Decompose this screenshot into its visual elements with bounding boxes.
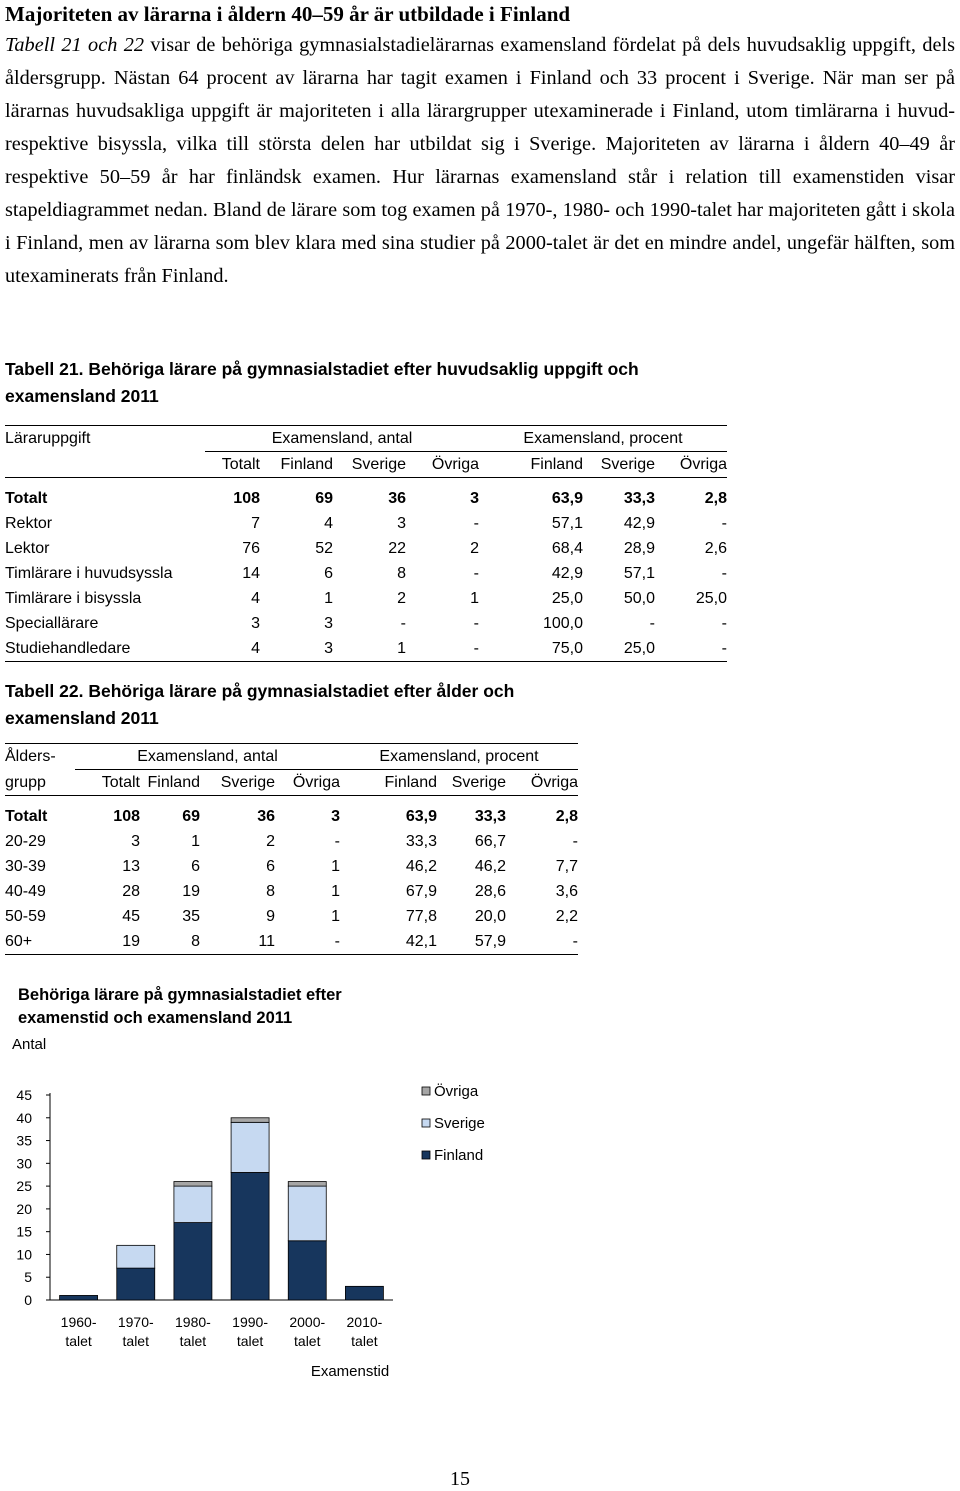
- table-cell: 3: [260, 636, 333, 662]
- table22-row-header: grupp: [5, 770, 75, 796]
- table-cell: 6: [324, 565, 333, 582]
- table22-col-header: Finland: [140, 770, 200, 796]
- table-cell: 33,3: [474, 808, 506, 825]
- table-row: [5, 561, 727, 586]
- table-cell: 108: [233, 490, 260, 507]
- y-tick-label: 30: [16, 1155, 32, 1172]
- table22-group-percent: Examensland, procent: [340, 744, 578, 770]
- bar-segment-finland: [117, 1268, 155, 1300]
- table-row: [5, 854, 578, 879]
- page-number: 15: [450, 1468, 470, 1490]
- table-cell: 19: [75, 929, 140, 955]
- table-cell: 36: [388, 490, 406, 507]
- chart-title: Behöriga lärare på gymnasialstadiet efter: [18, 986, 342, 1004]
- table-cell: 4: [324, 515, 333, 532]
- x-tick-label: 2000-: [289, 1314, 326, 1330]
- table-cell: 1: [333, 636, 406, 662]
- table-cell: 1: [331, 908, 340, 925]
- table21-col-header: Finland: [479, 452, 583, 478]
- y-axis-label: Antal: [12, 1036, 47, 1053]
- table21-header-row-1: [5, 426, 727, 452]
- legend-label: Finland: [434, 1147, 484, 1164]
- table-cell: 36: [257, 808, 275, 825]
- table-cell: 2: [266, 833, 275, 850]
- bar-segment-övriga: [288, 1182, 326, 1187]
- table-cell: 3: [324, 615, 333, 632]
- table-cell: -: [721, 615, 727, 632]
- table-cell: 3: [470, 490, 479, 507]
- table-cell: 63,9: [405, 808, 437, 825]
- table-cell: 2,6: [704, 540, 727, 557]
- table21-header-row-2: [5, 452, 727, 478]
- x-axis-label: Examenstid: [310, 1363, 390, 1380]
- stacked-bar-chart: [0, 975, 960, 1395]
- table-cell: 69: [182, 808, 200, 825]
- y-tick-label: 5: [24, 1269, 32, 1286]
- table-cell: 42,9: [623, 515, 655, 532]
- table-cell: 100,0: [542, 615, 583, 632]
- y-tick-label: 40: [16, 1109, 32, 1126]
- bar-segment-övriga: [174, 1182, 212, 1187]
- x-tick-label: 1960-: [60, 1314, 97, 1330]
- table-cell: -: [506, 929, 578, 955]
- bar-segment-finland: [174, 1223, 212, 1300]
- table21-col-header: Övriga: [406, 452, 479, 478]
- table-cell: 75,0: [479, 636, 583, 662]
- bar-segment-sverige: [117, 1245, 155, 1268]
- table-cell: 108: [113, 808, 140, 825]
- table-cell: -: [406, 636, 479, 662]
- table22-col-header: Sverige: [200, 770, 275, 796]
- table-cell: 13: [122, 858, 140, 875]
- table-cell: 77,8: [405, 908, 437, 925]
- table-row-label: Lektor: [5, 540, 50, 557]
- table22-row-header: Ålders-: [5, 744, 75, 770]
- table-cell: 1: [470, 590, 479, 607]
- y-tick-label: 15: [16, 1223, 32, 1240]
- legend-label: Sverige: [434, 1115, 485, 1132]
- table-cell: -: [400, 615, 406, 632]
- table-cell: 3: [397, 515, 406, 532]
- body-paragraph: [5, 29, 955, 293]
- table-row: [5, 611, 727, 636]
- table22-col-header: Totalt: [75, 770, 140, 796]
- chart-title: examenstid och examensland 2011: [18, 1009, 293, 1027]
- table-row: [5, 586, 727, 611]
- table-cell: 57,1: [623, 565, 655, 582]
- table-cell: 2: [397, 590, 406, 607]
- table-cell: 3: [331, 808, 340, 825]
- table-cell: 20,0: [474, 908, 506, 925]
- table-cell: 4: [205, 636, 260, 662]
- table-cell: 76: [242, 540, 260, 557]
- x-tick-label: talet: [351, 1333, 378, 1349]
- x-tick-label: 2010-: [346, 1314, 383, 1330]
- table-cell: 63,9: [551, 490, 583, 507]
- table-cell: 67,9: [405, 883, 437, 900]
- bar-segment-finland: [345, 1286, 383, 1300]
- table22: [5, 743, 578, 955]
- table-cell: 52: [315, 540, 333, 557]
- paragraph-text: visar de behöriga gymnasialstadielärarnas examensland fördelat på dels huvudsaklig uppgift, dels åldersgrupp. Nästan 64 procent av lärarna har tagit examen i Finland och 33 procent i Sverige. När man ser på lärarnas huvudsakliga uppgift är majoriteten i alla lärargrupper utexaminerade i Finland, utom timlärarna i huvud- respektive bisyssla, vilka till största delen har utbildat sig i Sverige. Majoriteten av lärarna i åldern 40–49 år respektive 50–59 år har finländsk examen. Hur lärarnas examensland står i relation till examenstiden visar stapeldiagrammet nedan. Bland de lärare som tog examen på 1970-, 1980- och 1990-talet har majoriteten gått i skola i Finland, men av lärarna som blev klara med sina studier på 2000-talet är det en mindre andel, ungefär hälften, som utexaminerats från Finland.: [5, 34, 955, 287]
- table-cell: 7: [251, 515, 260, 532]
- table-cell: 2,2: [555, 908, 578, 925]
- table-cell: 42,9: [551, 565, 583, 582]
- table21-group-percent: Examensland, procent: [479, 426, 727, 452]
- table-cell: 1: [331, 883, 340, 900]
- table-cell: 8: [397, 565, 406, 582]
- bar-segment-sverige: [174, 1186, 212, 1222]
- table-row-label: 30-39: [5, 858, 46, 875]
- table-cell: 3: [131, 833, 140, 850]
- table-cell: 19: [182, 883, 200, 900]
- table-cell: -: [275, 929, 340, 955]
- table21-col-header: Övriga: [655, 452, 727, 478]
- table-row: [5, 511, 727, 536]
- table-cell: 46,2: [474, 858, 506, 875]
- table-row-label: Studiehandledare: [5, 636, 205, 662]
- x-tick-label: talet: [122, 1333, 149, 1349]
- table22-col-header: Övriga: [275, 770, 340, 796]
- table-row-label: Timlärare i bisyssla: [5, 590, 142, 607]
- table-cell: -: [473, 565, 479, 582]
- table-cell: -: [334, 833, 340, 850]
- table-row-label: Timlärare i huvudsyssla: [5, 565, 173, 582]
- table-cell: 22: [388, 540, 406, 557]
- table-row-label: 60+: [5, 929, 75, 955]
- table-cell: -: [649, 615, 655, 632]
- table22-header-row-1: [5, 744, 578, 770]
- table21-group-count: Examensland, antal: [205, 426, 479, 452]
- table-row: [5, 804, 578, 829]
- table21-col-header: Totalt: [205, 452, 260, 478]
- table-cell: -: [572, 833, 578, 850]
- y-tick-label: 0: [24, 1292, 32, 1308]
- y-tick-label: 45: [16, 1087, 32, 1103]
- table-cell: 46,2: [405, 858, 437, 875]
- legend-label: Övriga: [434, 1083, 479, 1100]
- table-row: [5, 536, 727, 561]
- table-row: [5, 829, 578, 854]
- table-cell: 25,0: [551, 590, 583, 607]
- table-cell: 57,9: [437, 929, 506, 955]
- table22-col-header: Sverige: [437, 770, 506, 796]
- table-cell: 3: [251, 615, 260, 632]
- x-tick-label: talet: [65, 1333, 92, 1349]
- table-cell: 8: [266, 883, 275, 900]
- bar-segment-finland: [288, 1241, 326, 1300]
- table-cell: 4: [251, 590, 260, 607]
- table22-group-count: Examensland, antal: [75, 744, 340, 770]
- legend-swatch-övriga: [422, 1087, 430, 1095]
- x-tick-label: talet: [236, 1333, 264, 1349]
- table-cell: 8: [140, 929, 200, 955]
- y-tick-label: 10: [16, 1246, 32, 1263]
- table-row: [5, 636, 727, 662]
- table-cell: 57,1: [551, 515, 583, 532]
- table-cell: 2,8: [555, 808, 578, 825]
- table-cell: 7,7: [555, 858, 578, 875]
- bar-segment-finland: [231, 1172, 269, 1300]
- legend-swatch-sverige: [422, 1119, 430, 1127]
- table-cell: -: [473, 515, 479, 532]
- table-cell: 69: [315, 490, 333, 507]
- table-cell: 2: [470, 540, 479, 557]
- table-row: [5, 486, 727, 511]
- table-cell: 6: [191, 858, 200, 875]
- x-tick-label: talet: [294, 1333, 321, 1349]
- table-cell: 25,0: [695, 590, 727, 607]
- table-cell: 33,3: [405, 833, 437, 850]
- table-cell: 3,6: [555, 883, 578, 900]
- paragraph-table-reference: Tabell 21 och 22: [5, 34, 145, 56]
- y-tick-label: 25: [16, 1178, 32, 1195]
- y-tick-label: 35: [16, 1132, 32, 1149]
- table-cell: 11: [200, 929, 275, 955]
- table21-col-header: Finland: [260, 452, 333, 478]
- table21: [5, 425, 727, 662]
- table22-col-header: Övriga: [506, 770, 578, 796]
- table-cell: 28: [122, 883, 140, 900]
- table-cell: 14: [242, 565, 260, 582]
- table-cell: 2,8: [704, 490, 727, 507]
- bar-segment-finland: [60, 1295, 98, 1300]
- table-cell: 42,1: [340, 929, 437, 955]
- section-heading: Majoriteten av lärarna i åldern 40–59 år är utbildade i Finland: [5, 2, 571, 26]
- bar-segment-sverige: [288, 1186, 326, 1241]
- table22-col-header: Finland: [340, 770, 437, 796]
- table-row-label: Totalt: [5, 490, 48, 507]
- bar-segment-övriga: [231, 1118, 269, 1123]
- table-cell: 28,6: [474, 883, 506, 900]
- table-cell: 66,7: [474, 833, 506, 850]
- table-cell: -: [721, 565, 727, 582]
- table-cell: 68,4: [551, 540, 583, 557]
- table22-caption: Tabell 22. Behöriga lärare på gymnasialstadiet efter ålder och examensland 2011: [5, 681, 515, 728]
- x-tick-label: 1970-: [117, 1314, 154, 1330]
- table-row: [5, 929, 578, 955]
- table-cell: 9: [266, 908, 275, 925]
- y-tick-label: 20: [16, 1200, 32, 1217]
- table-cell: 6: [266, 858, 275, 875]
- table-cell: 33,3: [623, 490, 655, 507]
- table-cell: 35: [182, 908, 200, 925]
- table-cell: 28,9: [623, 540, 655, 557]
- table-cell: -: [655, 636, 727, 662]
- table-cell: 45: [122, 908, 140, 925]
- table-row-label: Totalt: [5, 808, 48, 825]
- table-cell: 1: [324, 590, 333, 607]
- table21-caption: Tabell 21. Behöriga lärare på gymnasialstadiet efter huvudsaklig uppgift och examensland 2011: [5, 359, 639, 406]
- table-row: [5, 879, 578, 904]
- table21-col-header: Sverige: [333, 452, 406, 478]
- table-cell: 25,0: [583, 636, 655, 662]
- table-row-label: Speciallärare: [5, 615, 99, 632]
- table-row-label: 50-59: [5, 908, 46, 925]
- table-cell: 50,0: [623, 590, 655, 607]
- table22-header-row-2: [5, 770, 578, 796]
- table-cell: -: [473, 615, 479, 632]
- table21-row-header: Läraruppgift: [5, 426, 205, 452]
- legend-swatch-finland: [422, 1151, 430, 1159]
- table-row-label: 20-29: [5, 833, 46, 850]
- table-cell: 1: [331, 858, 340, 875]
- bar-segment-sverige: [231, 1122, 269, 1172]
- table-cell: -: [721, 515, 727, 532]
- table-row-label: 40-49: [5, 883, 46, 900]
- x-tick-label: 1990-: [232, 1314, 268, 1330]
- table-cell: 1: [191, 833, 200, 850]
- table21-col-header: Sverige: [583, 452, 655, 478]
- x-tick-label: talet: [179, 1333, 207, 1349]
- table-row-label: Rektor: [5, 515, 53, 532]
- x-tick-label: 1980-: [175, 1314, 211, 1330]
- table-row: [5, 904, 578, 929]
